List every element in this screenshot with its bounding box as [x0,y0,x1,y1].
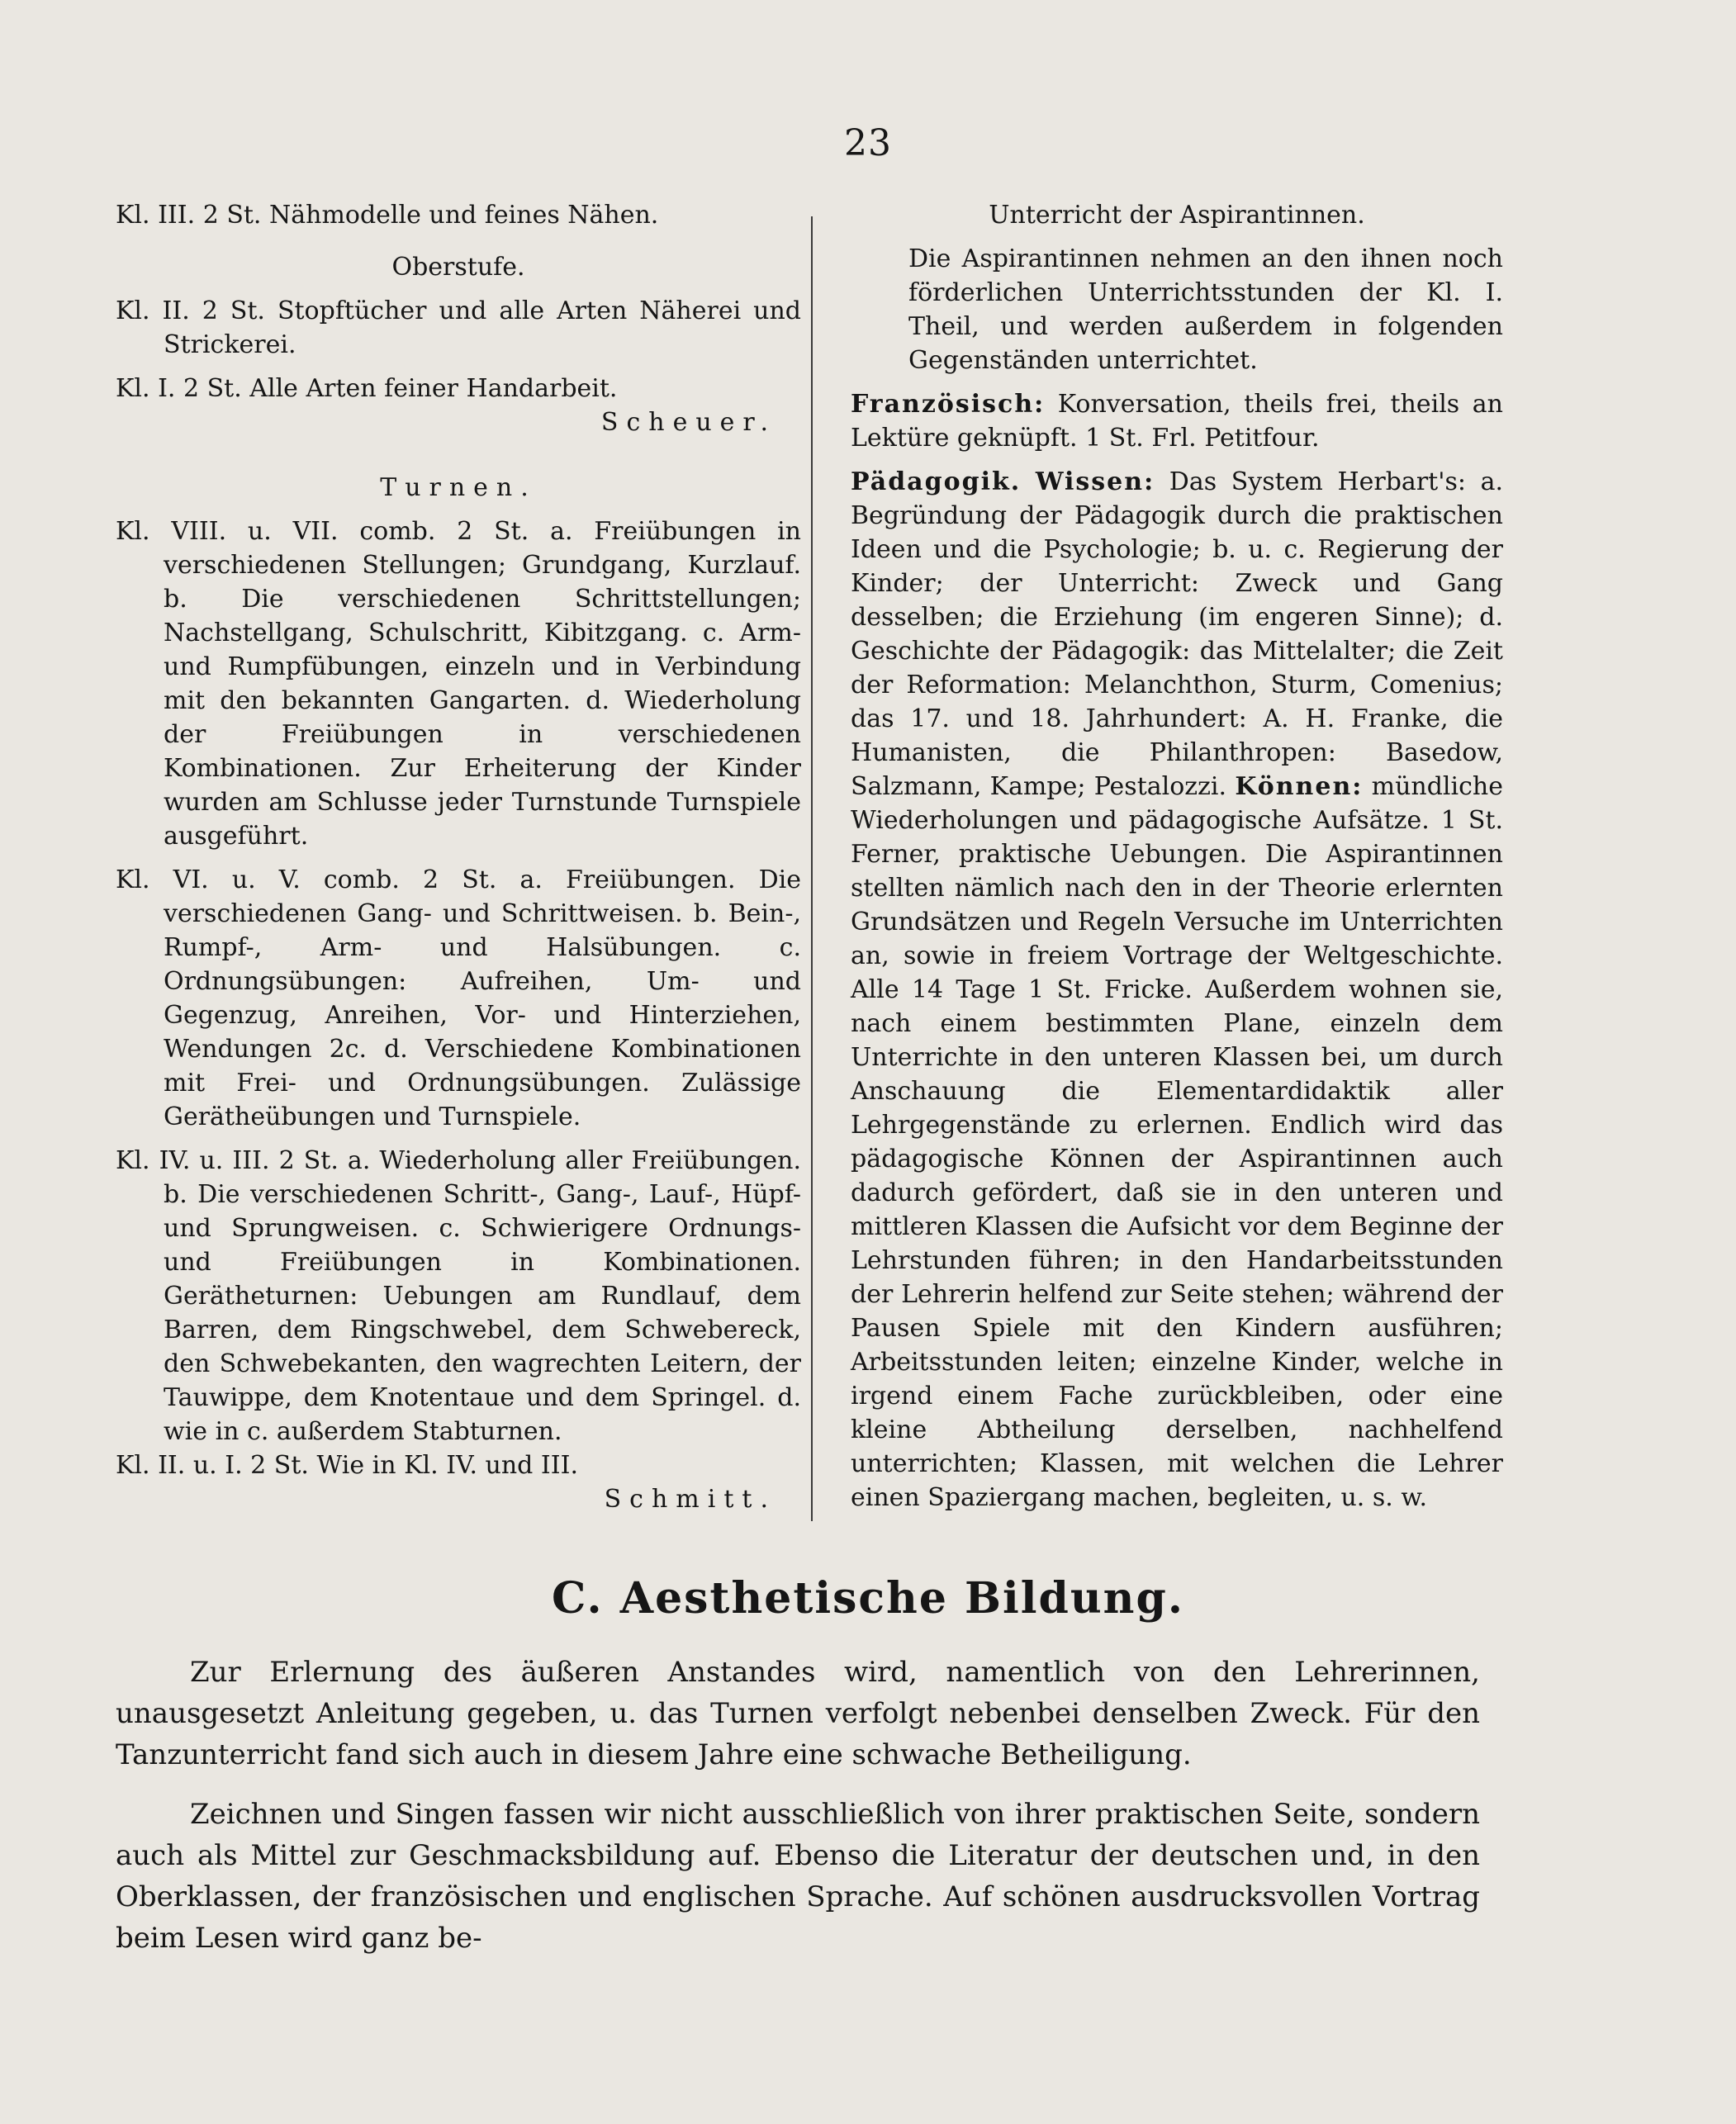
paedagogik-label: Pädagogik. [851,467,1022,496]
paedagogik-wissen-text: Das System Herbart's: a. Begründung der Pädagogik durch die praktischen Ideen und die Psychologie; b. u. c. Regierung der Kinder; der Unterricht: Zweck und Gang desselben; die Erziehung (im engeren Sinne); d. Geschichte der Pädagogik: das Mittelalter; die Zeit der Reformation: Melanchthon, Sturm, Comenius; das 17. und 18. Jahrhundert: A. H. Franke, die Humanisten, die Philanthropen: Basedow, Salzmann, Kampe; Pestalozzi. [851,467,1504,801]
franzoesisch-entry [851,387,1503,455]
turnen-entry: Kl. II. u. I. 2 St. Wie in Kl. IV. und III. [116,1451,579,1480]
franzoesisch-text: Konversation, theils frei, theils an Lektüre geknüpft. 1 St. Frl. Petitfour. [851,390,1503,453]
naehen-entry: Kl. III. 2 St. Nähmodelle und feines Nähen. [116,201,659,230]
paedagogik-entry [851,465,1503,1515]
turnen-entry: Kl. IV. u. III. 2 St. a. Wiederholung aller Freiübungen. b. Die verschiedenen Schritt-, Gang-, Lauf-, Hüpf- und Sprungweisen. c. Schwierigere Ordnungs- und Freiübungen in Kombinationen. Geräthеturnen: Uebungen am Rundlauf, dem Barren, dem Ringschwebel, dem Schwebereck, den Schwebekanten, den wagrechten Leitern, der Tauwippe, dem Knotentaue und dem Springel. d. wie in c. außerdem Stabturnen. [116,1146,801,1446]
oberstufe-heading: Oberstufe. [391,253,525,282]
koennen-label: Können: [1235,772,1364,801]
turnen-entry: Kl. VIII. u. VII. comb. 2 St. a. Freiübungen in verschiedenen Stellungen; Grundgang, Kurzlauf. b. Die verschiedenen Schrittstellungen; Nachstellgang, Schulschritt, Kibitzgang. c. Arm- und Rumpfübungen, einzeln und in Verbindung mit den bekannten Gangarten. d. Wiederholung der Freiübungen in verschiedenen Kombinationen. Zur Erheiterung der Kinder wurden am Schlusse jeder Turnstunde Turnspiele ausgeführt. [116,517,801,851]
section-c-heading: C. Aesthetische Bildung. [552,1573,1184,1624]
oberstufe-entry: Kl. I. 2 St. Alle Arten feiner Handarbeit. [116,374,618,403]
page-number: 23 [844,122,892,164]
right-column [851,198,1503,1515]
turnen-entry: Kl. VI. u. V. comb. 2 St. a. Freiübungen. Die verschiedenen Gang- und Schrittweisen. b. Bein-, Rumpf-, Arm- und Halsübungen. c. Ordnungsübungen: Aufreihen, Um- und Gegenzug, Anreihen, Vor- und Hinterziehen, Wendungen 2c. d. Verschiedene Kombinationen mit Frei- und Ordnungsübungen. Zulässige Geräthеübungen und Turnspiele. [116,865,801,1131]
signature-scheuer: Scheuer. [600,408,776,437]
wissen-label: Wissen: [1035,467,1155,496]
signature-schmitt: Schmitt. [604,1485,776,1514]
aspirantinnen-intro: Die Aspirantinnen nehmen an den ihnen noch förderlichen Unterrichtsstunden der Kl. I. Theil, und werden außerdem in folgenden Gegenständen unterrichtet. [908,244,1503,375]
franzoesisch-label: Französisch: [851,390,1046,419]
section-c-paragraph: Zeichnen und Singen fassen wir nicht ausschließlich von ihrer praktischen Seite, sondern auch als Mittel zur Geschmacksbildung auf. Ebenso die Literatur der deutschen und, in den Oberklassen, der französischen und englischen Sprache. Auf schönen ausdrucksvollen Vortrag beim Lesen wird ganz be- [116,1798,1480,1955]
aspirantinnen-heading: Unterricht der Aspirantinnen. [989,201,1365,230]
section-c-body [116,1652,1480,1959]
turnen-heading: Turnen. [380,473,537,502]
column-divider [811,216,813,1521]
paedagogik-koennen-text: mündliche Wiederholungen und pädagogische Aufsätze. 1 St. Ferner, praktische Uebungen. Die Aspirantinnen stellten nämlich nach den in der Theorie erlernten Grundsätzen und Regeln Versuche im Unterrichten an, sowie in freiem Vortrage der Weltgeschichte. Alle 14 Tage 1 St. Fricke. Außerdem wohnen sie, nach einem bestimmten Plane, einzeln dem Unterrichte in den unteren Klassen bei, um durch Anschauung die Elementardidaktik aller Lehrgegenstände zu erlernen. Endlich wird das pädagogische Können der Aspirantinnen auch dadurch gefördert, daß sie in den unteren und mittleren Klassen die Aufsicht vor dem Beginne der Lehrstunden führen; in den Handarbeitsstunden der Lehrerin helfend zur Seite stehen; während der Pausen Spiele mit den Kindern ausführen; Arbeitsstunden leiten; einzelne Kinder, welche in irgend einem Fache zurückbleiben, oder eine kleine Abtheilung derselben, nachhelfend unterrichten; Klassen, mit welchen die Lehrer einen Spaziergang machen, begleiten, u. s. w. [851,772,1503,1512]
oberstufe-entry: Kl. II. 2 St. Stopftücher und alle Arten Näherei und Strickerei. [116,296,801,359]
section-c-paragraph: Zur Erlernung des äußeren Anstandes wird, namentlich von den Lehrerinnen, unausgesetzt Anleitung gegeben, u. das Turnen verfolgt nebenbei denselben Zweck. Für den Tanzunterricht fand sich auch in diesem Jahre eine schwache Betheiligung. [116,1656,1480,1771]
left-column [116,198,801,1516]
